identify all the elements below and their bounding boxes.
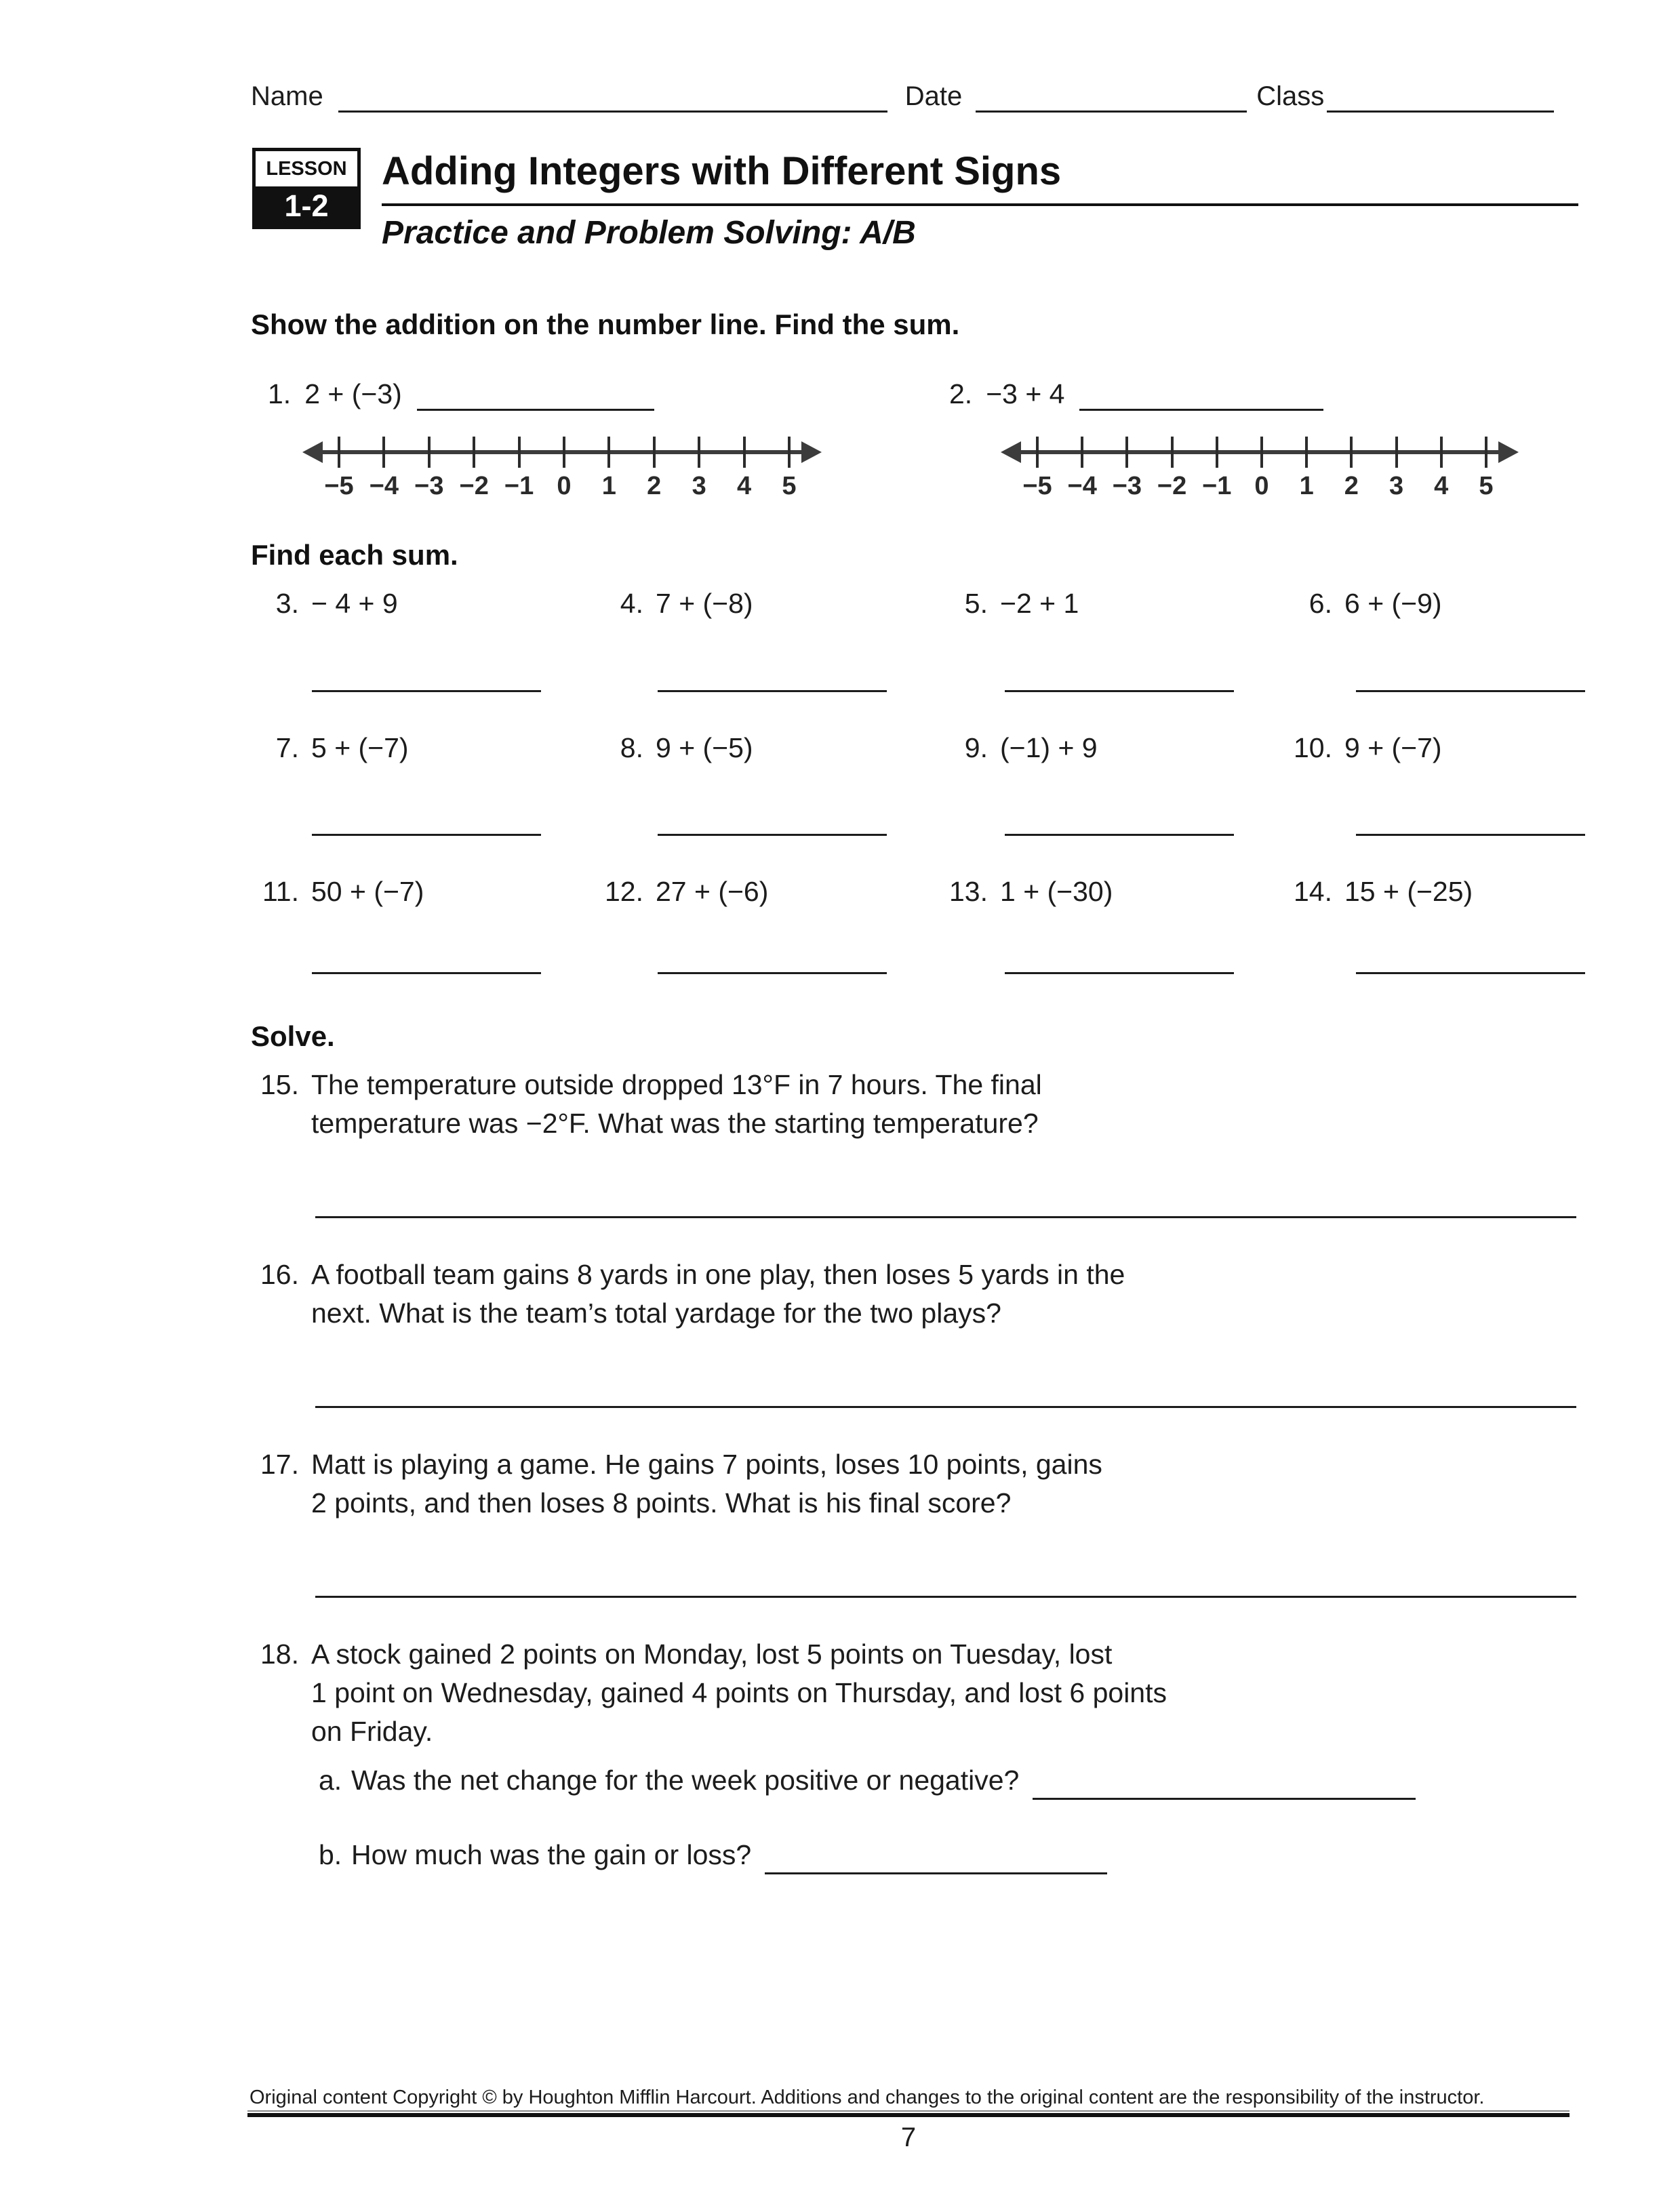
sum-problem xyxy=(1281,731,1625,765)
arrow-right-icon xyxy=(801,441,822,463)
sum-problem xyxy=(247,874,592,908)
tick-label: 0 xyxy=(1254,472,1269,500)
problem-text: The temperature outside dropped 13°F in 7 hours. The final temperature was −2°F. What was the starting temperature? xyxy=(311,1069,1042,1139)
problem-text: Matt is playing a game. He gains 7 points, loses 10 points, gains 2 points, and then loses 8 points. What is his final score? xyxy=(311,1449,1102,1519)
problem-number: 18. xyxy=(260,1638,299,1670)
tick-label: 0 xyxy=(557,472,572,500)
problem-number: 11. xyxy=(262,876,299,907)
problem-expression: 27 + (−6) xyxy=(656,876,769,907)
problem-expression: 5 + (−7) xyxy=(311,732,409,763)
tick-mark xyxy=(1216,437,1218,468)
sum-problem xyxy=(936,731,1281,765)
answer-blank xyxy=(1356,690,1585,692)
tick-mark xyxy=(743,437,746,468)
problem-expression: −3 + 4 xyxy=(986,378,1065,409)
problem-text: A stock gained 2 points on Monday, lost 5 points on Tuesday, lost 1 point on Wednesday, gained 4 points on Thursday, and lost 6 points on Friday. xyxy=(311,1638,1167,1747)
tick-label: −3 xyxy=(1112,472,1142,500)
problem-number: 4. xyxy=(620,588,643,619)
class-blank xyxy=(1327,81,1554,113)
problem-15 xyxy=(247,1066,1042,1143)
tick-label: 4 xyxy=(1434,472,1449,500)
problem-expression: 50 + (−7) xyxy=(311,876,424,907)
tick-label: 5 xyxy=(1479,472,1494,500)
tick-label: −4 xyxy=(369,472,399,500)
problem-number: 9. xyxy=(964,732,988,763)
footer-rule xyxy=(247,2110,1570,2112)
answer-blank xyxy=(1005,834,1234,836)
problem-number: 6. xyxy=(1309,588,1332,619)
tick-label: −1 xyxy=(504,472,534,500)
tick-label: −1 xyxy=(1202,472,1232,500)
problem-18b xyxy=(319,1836,1107,1874)
header xyxy=(251,80,1568,113)
answer-blank xyxy=(1005,972,1234,974)
sum-problem xyxy=(247,731,592,765)
problem-18a xyxy=(319,1761,1416,1800)
tick-mark xyxy=(1171,437,1174,468)
answer-blank xyxy=(312,690,541,692)
tick-mark xyxy=(1395,437,1398,468)
problem-number: 14. xyxy=(1294,876,1332,907)
page-title: Adding Integers with Different Signs xyxy=(382,150,1578,206)
tick-mark xyxy=(428,437,431,468)
problem-expression: 15 + (−25) xyxy=(1344,876,1473,907)
problem-number: 1. xyxy=(268,378,292,409)
answer-blank xyxy=(417,382,654,411)
problem-number: 17. xyxy=(260,1449,299,1480)
subpart-text: How much was the gain or loss? xyxy=(351,1839,752,1870)
name-blank xyxy=(338,81,887,113)
tick-mark xyxy=(518,437,521,468)
answer-blank xyxy=(312,834,541,836)
problem-expression: 1 + (−30) xyxy=(1000,876,1113,907)
sum-problem xyxy=(1281,874,1625,908)
tick-mark xyxy=(338,437,340,468)
tick-label: 2 xyxy=(1344,472,1359,500)
answer-blank xyxy=(312,972,541,974)
answer-blank xyxy=(1079,382,1323,411)
sum-problem xyxy=(1281,586,1625,620)
answer-blank xyxy=(658,972,887,974)
tick-mark xyxy=(1485,437,1487,468)
problem-expression: 7 + (−8) xyxy=(656,588,753,619)
problem-expression: 2 + (−3) xyxy=(304,378,402,409)
tick-mark xyxy=(653,437,656,468)
problem-number: 12. xyxy=(605,876,643,907)
answer-blank xyxy=(315,1406,1576,1408)
lesson-badge-number: 1-2 xyxy=(256,186,357,226)
tick-label: 3 xyxy=(1389,472,1404,500)
tick-mark xyxy=(473,437,475,468)
answer-blank xyxy=(1356,972,1585,974)
problem-number: 3. xyxy=(275,588,299,619)
lesson-badge xyxy=(252,148,361,229)
problem-number: 8. xyxy=(620,732,643,763)
tick-mark xyxy=(788,437,791,468)
problem-expression: (−1) + 9 xyxy=(1000,732,1098,763)
answer-blank xyxy=(1005,690,1234,692)
tick-label: 1 xyxy=(1299,472,1314,500)
tick-mark xyxy=(382,437,385,468)
sum-problem xyxy=(247,586,592,620)
answer-blank xyxy=(1356,834,1585,836)
arrow-right-icon xyxy=(1498,441,1519,463)
subpart-letter: a. xyxy=(319,1765,342,1796)
tick-label: 2 xyxy=(647,472,662,500)
answer-blank xyxy=(658,690,887,692)
problem-18 xyxy=(247,1635,1167,1751)
subpart-text: Was the net change for the week positive or negative? xyxy=(351,1765,1020,1796)
sum-problem xyxy=(936,874,1281,908)
problem-number: 2. xyxy=(949,378,973,409)
copyright-notice: Original content Copyright © by Houghton Mifflin Harcourt. Additions and changes to the original content are the responsibility of the instructor. xyxy=(249,2087,1485,2108)
answer-blank xyxy=(315,1216,1576,1218)
sum-problem xyxy=(592,586,936,620)
problem-text: A football team gains 8 yards in one play, then loses 5 yards in the next. What is the team’s total yardage for the two plays? xyxy=(311,1259,1125,1329)
footer-rule xyxy=(247,2113,1570,2117)
number-line-1 xyxy=(304,424,820,512)
tick-label: −4 xyxy=(1067,472,1097,500)
tick-label: −3 xyxy=(414,472,444,500)
section1-heading: Show the addition on the number line. Find the sum. xyxy=(251,308,960,340)
answer-blank xyxy=(315,1596,1576,1598)
date-label: Date xyxy=(904,81,963,111)
problem-expression: −2 + 1 xyxy=(1000,588,1079,619)
tick-label: 5 xyxy=(782,472,797,500)
tick-label: −2 xyxy=(459,472,489,500)
problem-expression: − 4 + 9 xyxy=(311,588,398,619)
tick-label: −5 xyxy=(1022,472,1052,500)
page-subtitle: Practice and Problem Solving: A/B xyxy=(382,215,916,251)
class-label: Class xyxy=(1256,81,1325,111)
tick-label: −2 xyxy=(1157,472,1187,500)
page-number: 7 xyxy=(900,2123,917,2152)
problem-2 xyxy=(949,377,1323,411)
number-line-2 xyxy=(1002,424,1517,512)
tick-mark xyxy=(1036,437,1039,468)
tick-label: −5 xyxy=(324,472,354,500)
problem-number: 5. xyxy=(964,588,988,619)
problem-1 xyxy=(268,377,654,411)
tick-label: 1 xyxy=(601,472,616,500)
problem-expression: 9 + (−7) xyxy=(1344,732,1442,763)
date-blank xyxy=(976,81,1247,113)
problem-expression: 6 + (−9) xyxy=(1344,588,1442,619)
sum-problem xyxy=(592,731,936,765)
problem-number: 10. xyxy=(1294,732,1332,763)
section2-heading: Find each sum. xyxy=(251,539,458,571)
tick-label: 3 xyxy=(692,472,706,500)
tick-label: 4 xyxy=(736,472,752,500)
tick-mark xyxy=(1440,437,1443,468)
problem-number: 15. xyxy=(260,1069,299,1100)
subpart-letter: b. xyxy=(319,1839,342,1870)
tick-mark xyxy=(1125,437,1128,468)
tick-mark xyxy=(1350,437,1353,468)
answer-blank xyxy=(658,834,887,836)
tick-mark xyxy=(1081,437,1083,468)
problem-number: 16. xyxy=(260,1259,299,1290)
tick-mark xyxy=(698,437,700,468)
answer-blank xyxy=(1033,1770,1416,1800)
title-block xyxy=(382,150,1578,252)
tick-mark xyxy=(1305,437,1308,468)
sum-problem xyxy=(936,586,1281,620)
problem-expression: 9 + (−5) xyxy=(656,732,753,763)
problem-16 xyxy=(247,1255,1125,1333)
tick-mark xyxy=(563,437,565,468)
problem-17 xyxy=(247,1445,1102,1523)
name-label: Name xyxy=(251,81,323,111)
tick-mark xyxy=(1260,437,1263,468)
section3-heading: Solve. xyxy=(251,1020,335,1052)
sum-problem xyxy=(592,874,936,908)
answer-blank xyxy=(765,1845,1107,1874)
problem-number: 7. xyxy=(275,732,299,763)
lesson-badge-word: LESSON xyxy=(256,151,357,186)
problem-number: 13. xyxy=(949,876,988,907)
tick-mark xyxy=(607,437,610,468)
